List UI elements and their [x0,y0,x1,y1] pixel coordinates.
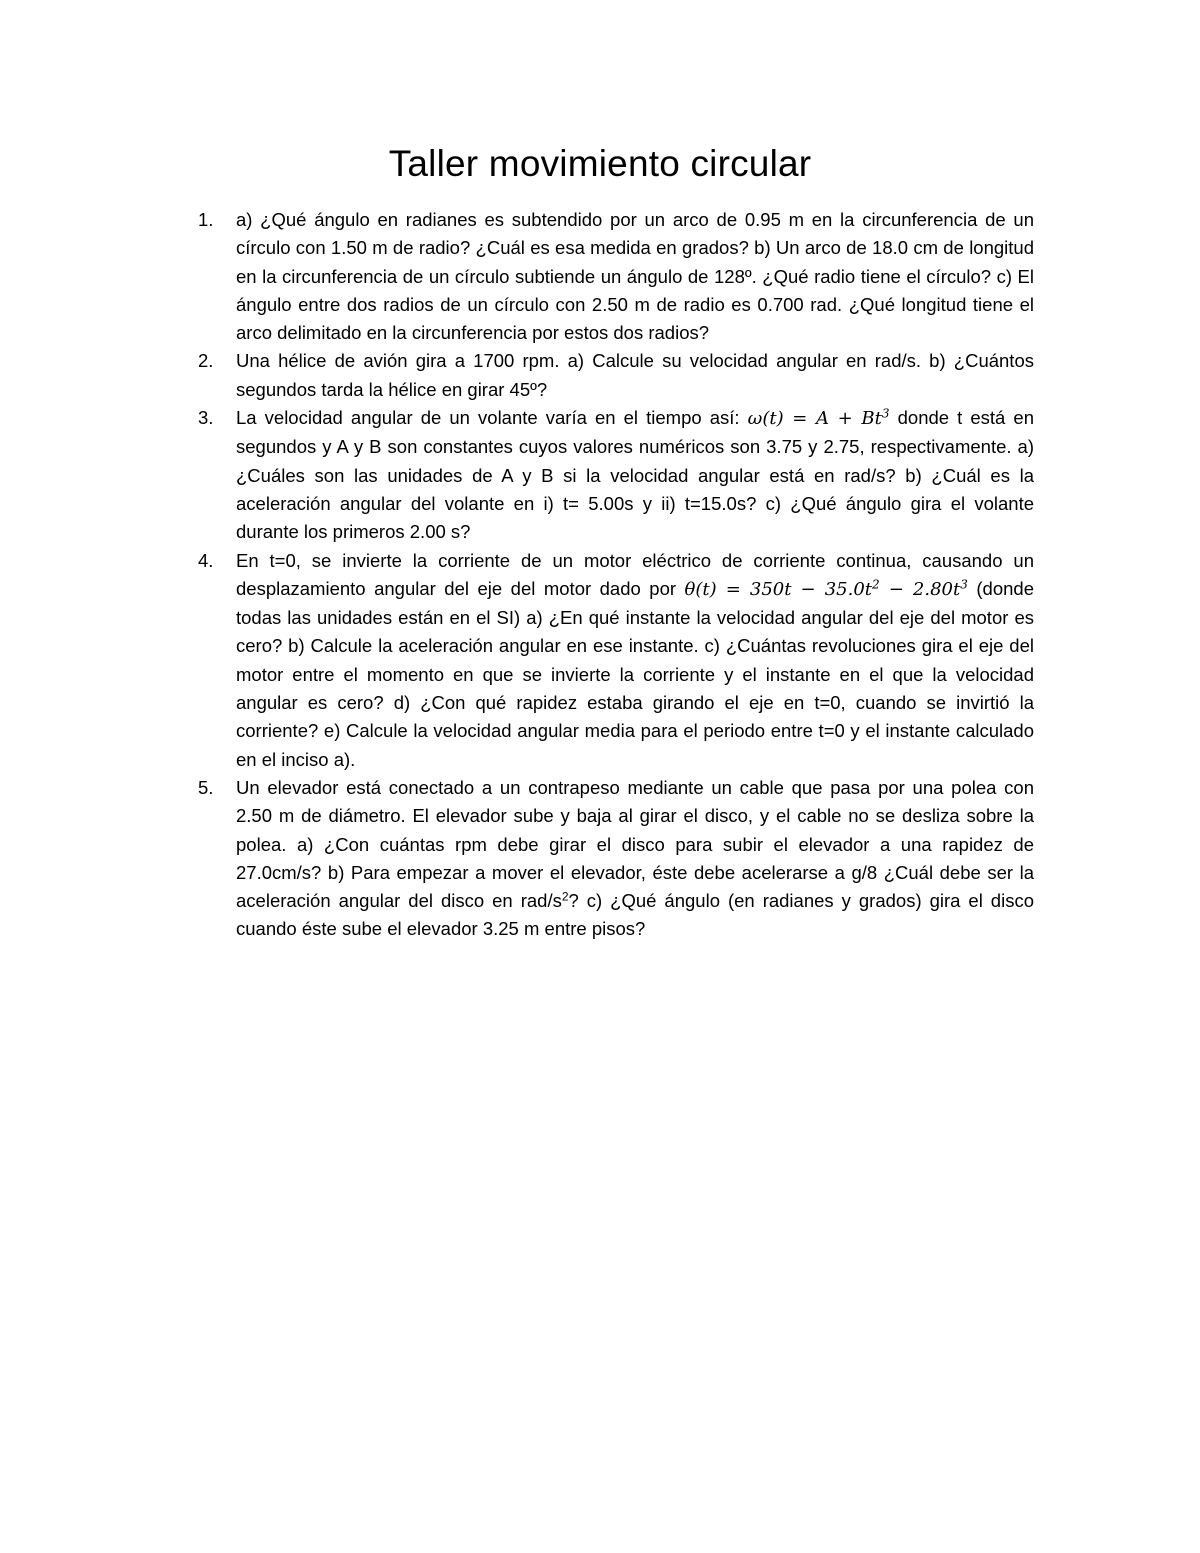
problem-number: 2. [198,350,214,372]
problem-text-before: En t=0, se invierte la corriente de un motor eléctrico de corriente continua, causando un desplazamiento angular del eje del motor dado por [236,549,1034,599]
problem-text-before: La velocidad angular de un volante varía en el tiempo así: [236,407,748,429]
formula-angular-displacement [685,579,968,600]
problem-text [236,404,1034,546]
problem-text-before: Un elevador está conectado a un contrapeso mediante un cable que pasa por una polea con 2.50 m de diámetro. El elevador sube y baja al girar el disco, y el cable no se desliza sobre la polea. a) ¿Con cuántas rpm debe girar el disco para subir el elevador a una rapidez de 27.0cm/s? b) Para empezar a mover el elevador, éste debe acelerarse a g/8 ¿Cuál debe ser la aceleración angular del disco en rad/s [236,776,1034,912]
problem-number: 1. [198,209,214,230]
problem-item-2 [198,347,1034,404]
problem-number: 5. [198,776,214,798]
unit-exponent: 2 [561,889,569,904]
problem-item-4 [198,547,1034,774]
problem-item-1 [198,206,1034,347]
formula-main: ω(t) = A + Bt [747,408,882,430]
formula-exponent-1: 2 [872,577,880,592]
formula-part-2: − 2.80t [879,578,961,600]
problem-number: 3. [198,407,214,429]
problem-text [236,774,1034,944]
problem-item-3 [198,404,1034,546]
problem-text-after: ? c) ¿Qué ángulo (en radianes y grados) gira el disco cuando éste sube el elevador 3.25 m entre pisos? [236,890,1034,940]
formula-angular-velocity [748,408,890,429]
formula-exponent-2: 3 [960,577,968,592]
problem-item-5 [198,774,1034,944]
page-title: Taller movimiento circular [388,143,812,184]
problem-text: Una hélice de avión gira a 1700 rpm. a) Calcule su velocidad angular en rad/s. b) ¿Cuántos segundos tarda la hélice en girar 45º? [236,350,1034,400]
problem-text-after: (donde todas las unidades están en el SI) a) ¿En qué instante la velocidad angular del eje del motor es cero? b) Calcule la aceleración angular en ese instante. c) ¿Cuántas revoluciones gira el eje del motor entre el momento en que se invierte la corriente y el instante en el que la velocidad angular es cero? d) ¿Con qué rapidez estaba girando el eje en t=0, cuando se invirtió la corriente? e) Calcule la velocidad angular media para el periodo entre t=0 y el instante calculado en el inciso a). [236,577,1034,770]
problem-number: 4. [198,549,214,571]
formula-part-1: θ(t) = 350t − 35.0t [684,578,873,600]
problem-text: a) ¿Qué ángulo en radianes es subtendido por un arco de 0.95 m en la circunferencia de un círculo con 1.50 m de radio? ¿Cuál es esa medida en grados? b) Un arco de 18.0 cm de longitud en la circunferencia de un círculo subtiende un ángulo de 128º. ¿Qué radio tiene el círculo? c) El ángulo entre dos radios de un círculo con 2.50 m de radio es 0.700 rad. ¿Qué longitud tiene el arco delimitado en la circunferencia por estos dos radios? [236,209,1034,344]
problem-text-after: donde t está en segundos y A y B son constantes cuyos valores numéricos son 3.75 y 2.75, respectivamente. a) ¿Cuáles son las unidades de A y B si la velocidad angular está en rad/s? b) ¿Cuál es la aceleración angular del volante en i) t= 5.00s y ii) t=15.0s? c) ¿Qué ángulo gira el volante durante los primeros 2.00 s? [236,407,1034,543]
formula-exponent: 3 [881,406,890,421]
problem-list [198,206,1034,944]
problem-text [236,547,1034,774]
